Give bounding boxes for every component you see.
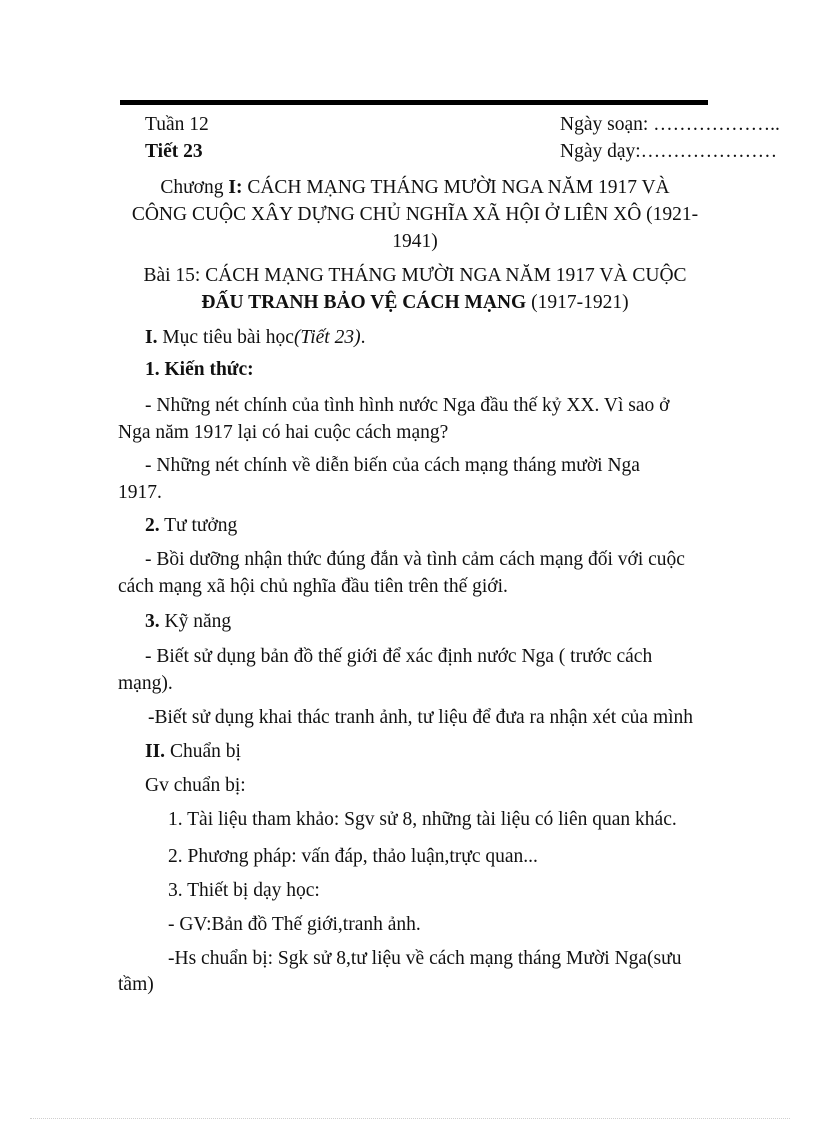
chapter-number: I:: [228, 177, 243, 198]
thought-heading: [145, 514, 237, 538]
skills-item1-line1: - Biết sử dụng bản đồ thế giới để xác định nước Nga ( trước cách: [145, 646, 653, 667]
chapter-title-text1: CÁCH MẠNG THÁNG MƯỜI NGA NĂM 1917 VÀ: [242, 177, 670, 198]
skills-heading-num: 3.: [145, 611, 160, 632]
student-prep-line1: -Hs chuẩn bị: Sgk sử 8,tư liệu về cách mạng tháng Mười Nga(sưu: [168, 948, 682, 969]
knowledge-item2-line1: - Những nét chính về diễn biến của cách mạng tháng mười Nga: [145, 455, 640, 476]
preparation-heading-text: Chuẩn bị: [165, 741, 241, 762]
skills-heading: [145, 610, 231, 634]
knowledge-item1-line2: Nga năm 1917 lại có hai cuộc cách mạng?: [118, 422, 449, 443]
lesson-title-bold: ĐẤU TRANH BẢO VỆ CÁCH MẠNG: [201, 292, 527, 313]
thought-heading-text: Tư tưởng: [159, 515, 238, 536]
objectives-heading-end: .: [360, 327, 366, 348]
objectives-heading-text: Mục tiêu bài học: [157, 327, 294, 348]
prep-item-references: 1. Tài liệu tham khảo: Sgv sử 8, những tài liệu có liên quan khác.: [168, 809, 677, 830]
skills-item2: -Biết sử dụng khai thác tranh ảnh, tư liệu để đưa ra nhận xét của mình: [148, 707, 694, 728]
thought-heading-num: 2.: [145, 515, 160, 536]
prep-date-label: Ngày soạn: ………………..: [560, 114, 780, 135]
chapter-title-line3: 1941): [392, 231, 438, 252]
skills-item1-line2: mạng).: [118, 673, 173, 694]
teacher-prep-heading: Gv chuẩn bị:: [145, 775, 246, 796]
prep-item-equipment: 3. Thiết bị dạy học:: [168, 880, 320, 901]
chapter-prefix: Chương: [160, 177, 229, 198]
period-label: Tiết 23: [145, 141, 203, 162]
lesson-title-years: (1917-1921): [526, 292, 629, 313]
week-label: Tuần 12: [145, 114, 209, 135]
prep-item-methods: 2. Phương pháp: vấn đáp, thảo luận,trực quan...: [168, 846, 538, 867]
objectives-heading: [145, 326, 365, 350]
knowledge-heading: 1. Kiến thức:: [145, 359, 254, 380]
header-rule: [120, 100, 708, 105]
preparation-heading: [145, 740, 241, 764]
page-bottom-border: [30, 1118, 790, 1119]
knowledge-item2-line2: 1917.: [118, 482, 162, 503]
thought-item1-line1: - Bồi dưỡng nhận thức đúng đắn và tình cảm cách mạng đối với cuộc: [145, 549, 685, 570]
objectives-numeral: I.: [145, 327, 158, 348]
lesson-title-text1: CÁCH MẠNG THÁNG MƯỜI NGA NĂM 1917 VÀ CUỘC: [205, 265, 687, 286]
skills-heading-text: Kỹ năng: [159, 611, 232, 632]
preparation-numeral: II.: [145, 741, 166, 762]
thought-item1-line2: cách mạng xã hội chủ nghĩa đầu tiên trên thế giới.: [118, 576, 508, 597]
lesson-title-line1: [110, 264, 720, 288]
chapter-title-line1: [110, 176, 720, 200]
objectives-heading-note: (Tiết 23): [293, 327, 361, 348]
lesson-title-line2: [110, 291, 720, 315]
prep-item-teacher-materials: - GV:Bản đồ Thế giới,tranh ảnh.: [168, 914, 421, 935]
student-prep-line2: tầm): [118, 974, 154, 995]
teach-date-label: Ngày dạy:…………………: [560, 141, 778, 162]
chapter-title-line2: CÔNG CUỘC XÂY DỰNG CHỦ NGHĨA XÃ HỘI Ở LIÊN XÔ (1921-: [131, 204, 699, 225]
knowledge-item1-line1: - Những nét chính của tình hình nước Nga đầu thế kỷ XX. Vì sao ở: [145, 395, 670, 416]
lesson-prefix: Bài 15:: [143, 265, 206, 286]
